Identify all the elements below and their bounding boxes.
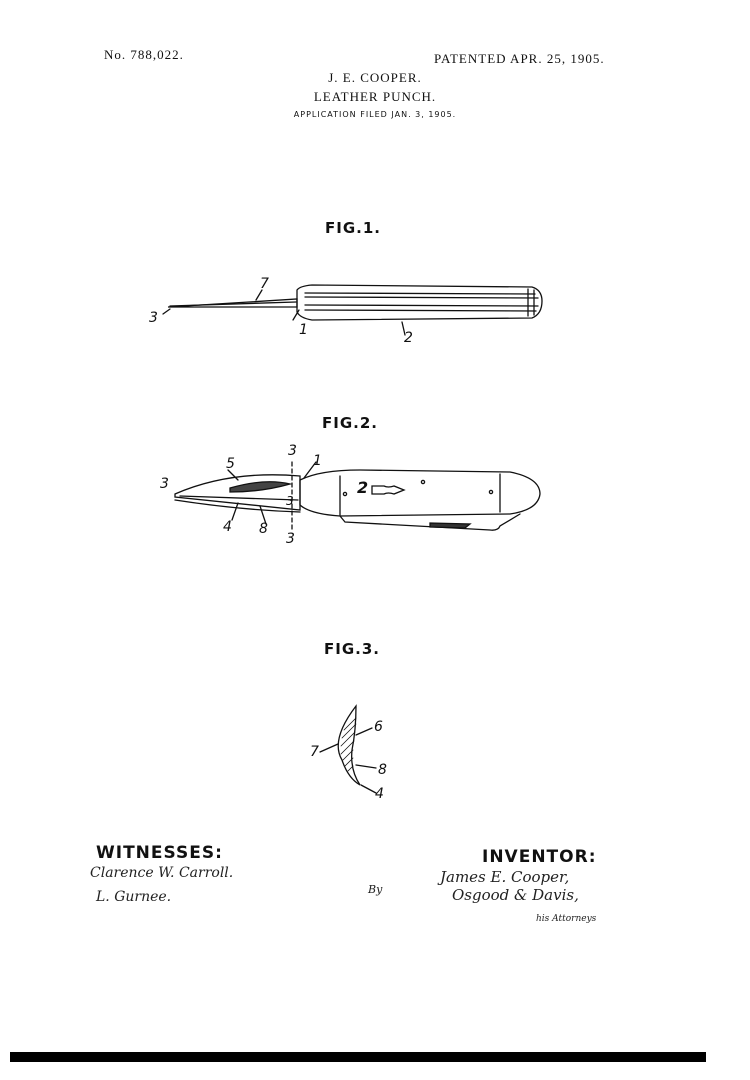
fig1-label-1: 1 bbox=[299, 322, 308, 338]
by-text: By bbox=[368, 883, 383, 896]
bottom-border bbox=[10, 1052, 706, 1062]
patent-title: LEATHER PUNCH. bbox=[313, 89, 437, 104]
fig3-label-8: 8 bbox=[378, 762, 387, 778]
fig2-title: FIG.2. bbox=[322, 414, 378, 432]
witness-signature-1: Clarence W. Carroll. bbox=[90, 865, 234, 881]
fig2-label-5: 5 bbox=[226, 456, 235, 472]
fig2-label-8: 8 bbox=[259, 521, 268, 537]
fig2-label-1: 1 bbox=[313, 453, 322, 469]
attorneys-label: his Attorneys bbox=[536, 914, 597, 924]
fig1-drawing bbox=[163, 285, 542, 335]
fig1-title: FIG.1. bbox=[325, 219, 381, 237]
inventor-name: J. E. COOPER. bbox=[328, 70, 422, 85]
fig3-label-6: 6 bbox=[374, 719, 383, 735]
patented-date: PATENTED APR. 25, 1905. bbox=[434, 51, 605, 66]
inventor-signature: James E. Cooper, bbox=[440, 868, 570, 886]
fig2-label-4: 4 bbox=[223, 519, 232, 535]
fig3-title: FIG.3. bbox=[324, 640, 380, 658]
inventor-heading: INVENTOR: bbox=[482, 847, 597, 867]
patent-number: No. 788,022. bbox=[104, 47, 184, 62]
witness-signature-2: L. Gurnee. bbox=[96, 889, 172, 905]
fig1-label-7: 7 bbox=[260, 276, 269, 292]
fig1-label-2: 2 bbox=[404, 330, 413, 346]
fig2-label-3-bottom: 3 bbox=[286, 531, 295, 547]
fig2-label-3-left: 3 bbox=[160, 476, 169, 492]
fig3-label-4: 4 bbox=[375, 786, 384, 802]
fig2-label-3-mid: 3 bbox=[286, 494, 294, 508]
fig3-label-7: 7 bbox=[310, 744, 319, 760]
fig1-label-3: 3 bbox=[149, 310, 158, 326]
witnesses-heading: WITNESSES: bbox=[96, 843, 223, 863]
fig2-label-2: 2 bbox=[357, 478, 369, 497]
fig2-label-3-top: 3 bbox=[288, 443, 297, 459]
fig3-drawing bbox=[320, 706, 376, 793]
application-filed: APPLICATION FILED JAN. 3, 1905. bbox=[293, 110, 457, 119]
attorney-signature: Osgood & Davis, bbox=[452, 886, 579, 904]
